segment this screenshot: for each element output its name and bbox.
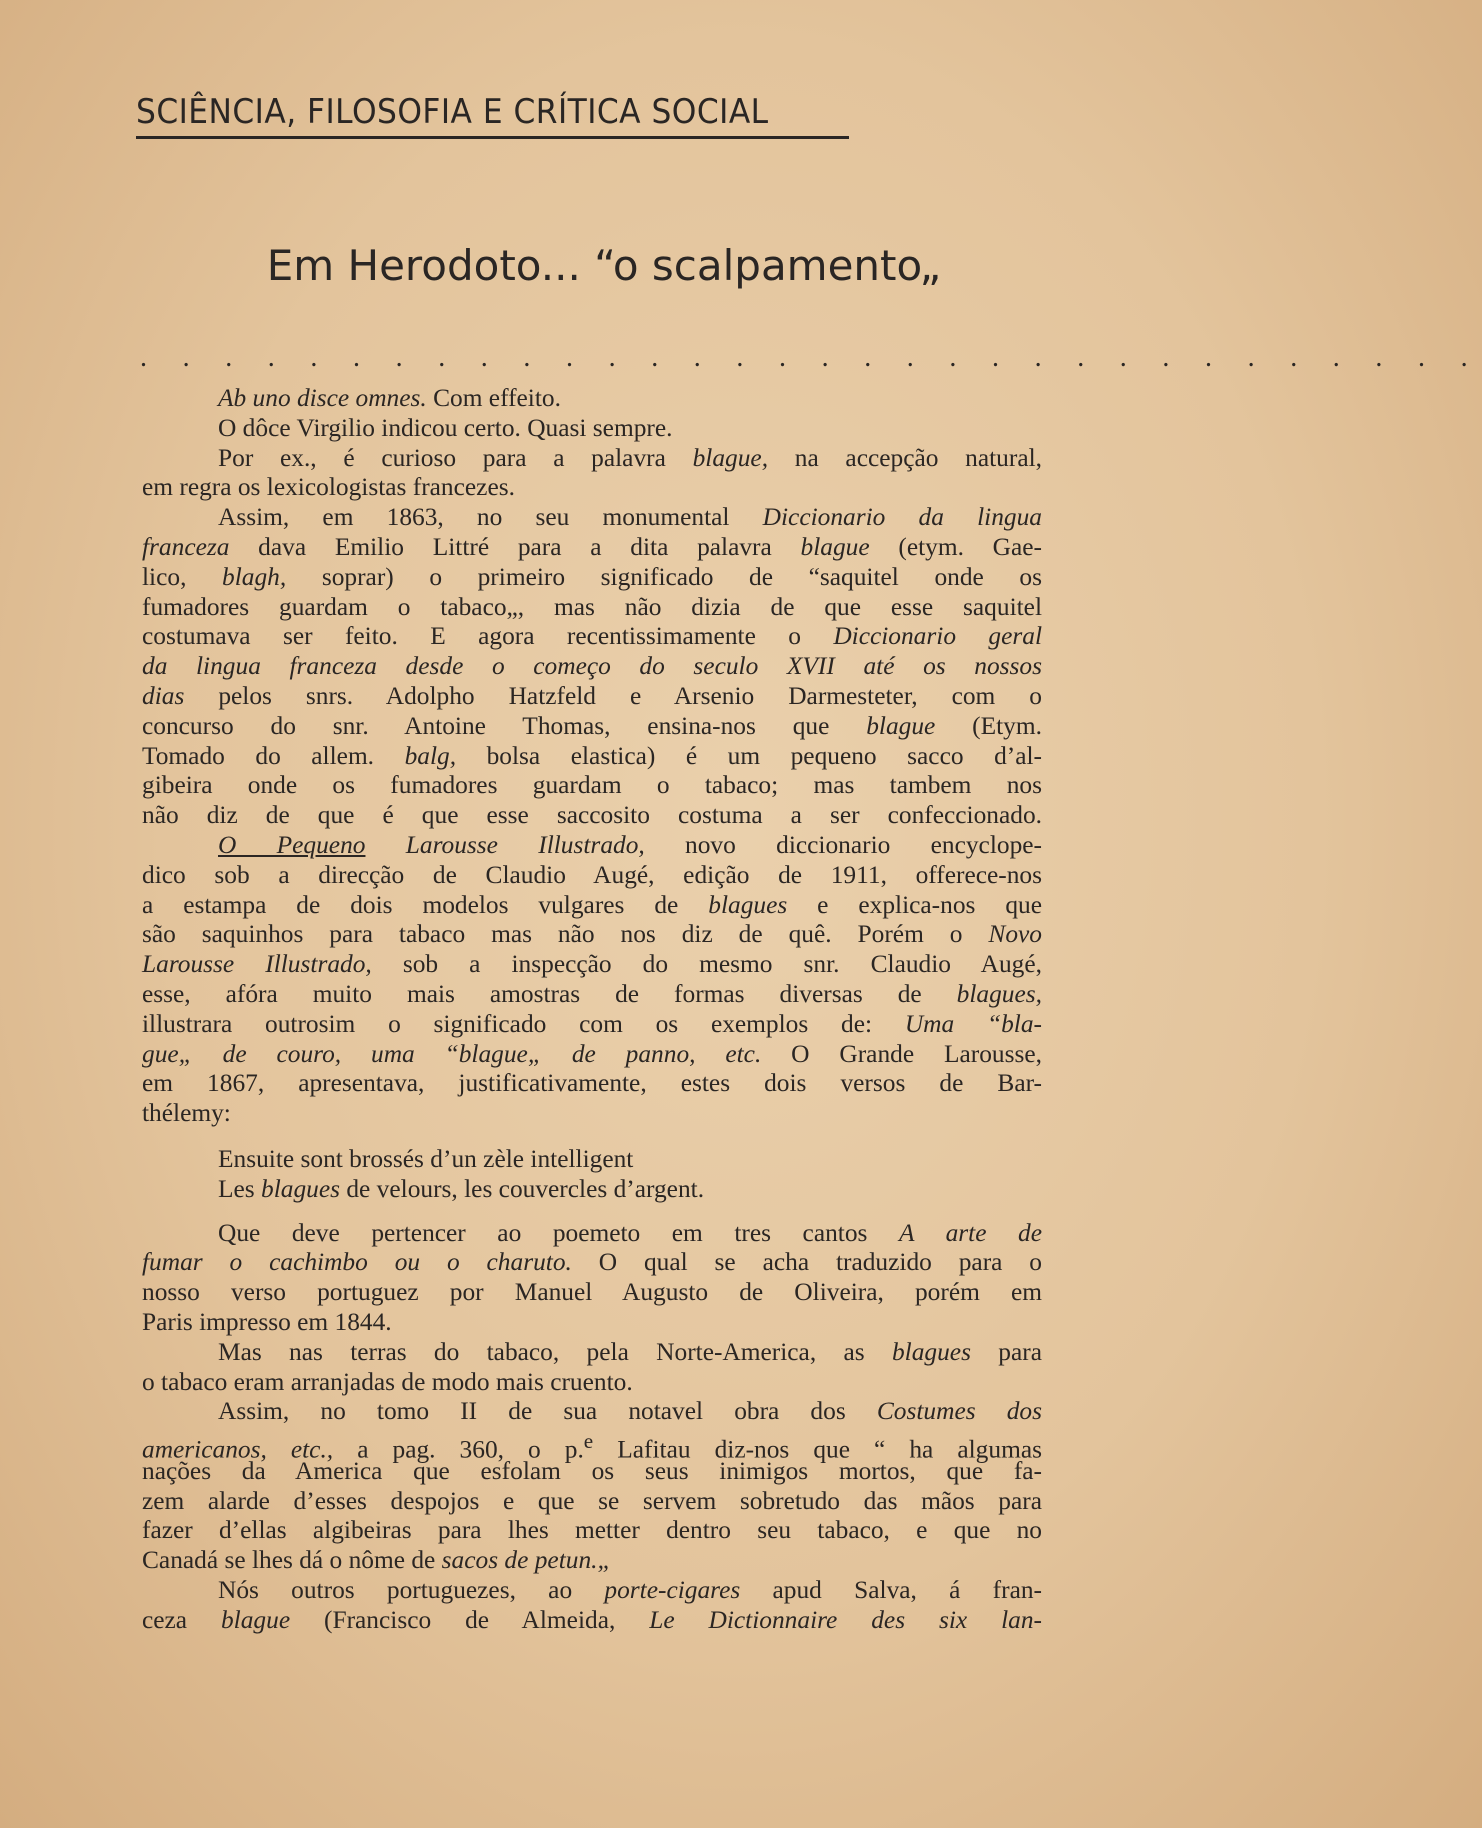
text-line: da lingua franceza desde o começo do seculo XVII até os nossos <box>142 652 1042 681</box>
text-line: o tabaco eram arranjadas de modo mais cruento. <box>142 1367 633 1396</box>
text-line: Ensuite sont brossés d’un zèle intelligent <box>218 1144 634 1173</box>
text-line: fumadores guardam o tabaco„, mas não dizia de que esse saquitel <box>142 592 1042 621</box>
text-line: Les blagues de velours, les couvercles d’argent. <box>218 1174 705 1203</box>
text-line: zem alarde d’esses despojos e que se servem sobretudo das mãos para <box>142 1486 1042 1515</box>
text-line: são saquinhos para tabaco mas não nos diz de quê. Porém o Novo <box>142 920 1042 949</box>
ellipsis-divider: . . . . . . . . . . . . . . . . . . . . . . . . . . . . . . . . <box>140 342 1482 373</box>
text-line: americanos, etc., a pag. 360, o p.$^e$ Lafitau diz-nos que “ ha algumas <box>142 1429 1042 1464</box>
text-line: Paris impresso em 1844. <box>142 1307 392 1336</box>
text-line: dias pelos snrs. Adolpho Hatzfeld e Arsenio Darmesteter, com o <box>142 681 1042 710</box>
text-line: O dôce Virgilio indicou certo. Quasi sempre. <box>218 413 673 442</box>
text-line: a estampa de dois modelos vulgares de blagues e explica-nos que <box>142 890 1042 919</box>
text-line: em regra os lexicologistas francezes. <box>142 473 515 502</box>
text-line: em 1867, apresentava, justificativamente, estes dois versos de Bar- <box>142 1069 1042 1098</box>
text-line: illustrara outrosim o significado com os exemplos de: Uma “bla- <box>142 1009 1042 1038</box>
text-line: concurso do snr. Antoine Thomas, ensina-nos que blague (Etym. <box>142 711 1042 740</box>
text-line: Mas nas terras do tabaco, pela Norte-America, as blagues para <box>218 1337 1042 1366</box>
text-line: O Pequeno Larousse Illustrado, novo diccionario encyclope- <box>218 830 1042 859</box>
section-header: SCIÊNCIA, FILOSOFIA E CRÍTICA SOCIAL <box>136 92 769 132</box>
text-line: costumava ser feito. E agora recentissimamente o Diccionario geral <box>142 622 1042 651</box>
text-line: Larousse Illustrado, sob a inspecção do mesmo snr. Claudio Augé, <box>142 950 1042 979</box>
text-line: Nós outros portuguezes, ao porte-cigares apud Salva, á fran- <box>218 1576 1042 1605</box>
text-line: Ab uno disce omnes. Com effeito. <box>218 384 561 412</box>
text-line: Tomado do allem. balg, bolsa elastica) é um pequeno sacco d’al- <box>142 741 1042 770</box>
article-body <box>142 384 1042 1636</box>
header-underline <box>136 136 849 139</box>
text-line: fumar o cachimbo ou o charuto. O qual se acha traduzido para o <box>142 1248 1042 1277</box>
text-line: Que deve pertencer ao poemeto em tres cantos A arte de <box>218 1218 1042 1247</box>
paragraph-spacer <box>142 1205 1042 1219</box>
text-line: esse, afóra muito mais amostras de formas diversas de blagues, <box>142 979 1042 1008</box>
text-line: dico sob a direcção de Claudio Augé, edição de 1911, offerece-nos <box>142 860 1042 889</box>
text-line: gue„ de couro, uma “blague„ de panno, etc. O Grande Larousse, <box>142 1039 1042 1068</box>
text-line: nosso verso portuguez por Manuel Augusto de Oliveira, porém em <box>142 1278 1042 1307</box>
text-line: ceza blague (Francisco de Almeida, Le Dictionnaire des six lan- <box>142 1605 1042 1634</box>
text-line: gibeira onde os fumadores guardam o tabaco; mas tambem nos <box>142 771 1042 800</box>
article-title: Em Herodoto... “o scalpamento„ <box>266 241 942 290</box>
text-line: Assim, em 1863, no seu monumental Diccionario da lingua <box>218 503 1042 532</box>
text-line: fazer d’ellas algibeiras para lhes metter dentro seu tabaco, e que no <box>142 1516 1042 1545</box>
text-line: Canadá se lhes dá o nôme de sacos de petun.„ <box>142 1546 612 1575</box>
text-line: franceza dava Emilio Littré para a dita palavra blague (etym. Gae- <box>142 532 1042 561</box>
text-line: não diz de que é que esse saccosito costuma a ser confeccionado. <box>142 801 1042 830</box>
text-line: nações da America que esfolam os seus inimigos mortos, que fa- <box>142 1456 1042 1485</box>
text-line: lico, blagh, soprar) o primeiro significado de “saquitel onde os <box>142 562 1042 591</box>
paragraph-spacer <box>142 1129 1042 1145</box>
text-line: Por ex., é curioso para a palavra blague, na accepção natural, <box>218 443 1042 472</box>
text-line: Assim, no tomo II de sua notavel obra dos Costumes dos <box>218 1397 1042 1426</box>
text-line: thélemy: <box>142 1099 231 1128</box>
